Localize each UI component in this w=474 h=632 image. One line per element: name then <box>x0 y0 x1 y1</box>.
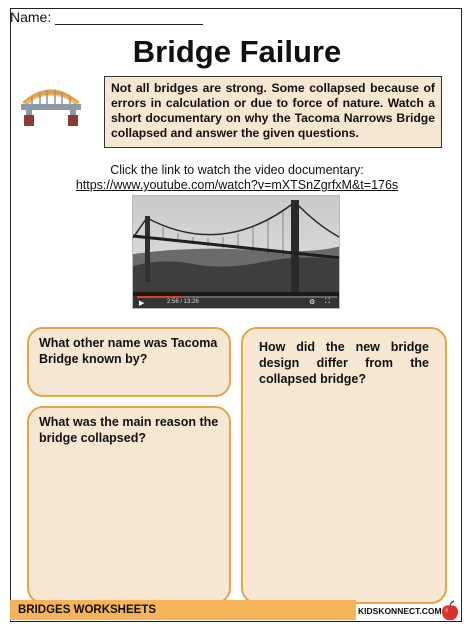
footer-bar <box>10 600 356 620</box>
name-blank-line[interactable] <box>55 10 203 25</box>
bridge-photo-image <box>133 196 340 309</box>
settings-icon[interactable]: ⚙ <box>309 299 316 306</box>
name-field-row <box>10 9 203 25</box>
question-text: What other name was Tacoma Bridge known by? <box>39 336 218 366</box>
bridge-icon <box>18 78 84 128</box>
apple-logo-icon <box>440 600 460 622</box>
fullscreen-icon[interactable]: ⛶ <box>325 298 330 305</box>
question-text: How did the new bridge design differ from the collapsed bridge? <box>259 340 429 386</box>
question-text: What was the main reason the bridge collapsed? <box>39 415 219 445</box>
name-label: Name: <box>10 9 52 25</box>
footer-label: BRIDGES WORKSHEETS <box>18 604 157 616</box>
play-icon[interactable]: ▶ <box>139 300 145 307</box>
video-link[interactable]: https://www.youtube.com/watch?v=mXTSnZgrfxM&t=176s <box>75 178 399 192</box>
video-time-label: 2:56 / 13:26 <box>167 299 199 305</box>
brand-name: KIDSKONNECT.COM <box>358 606 442 616</box>
video-link-prompt: Click the link to watch the video documentary: <box>110 163 364 177</box>
intro-text-box: Not all bridges are strong. Some collapsed because of errors in calculation or due to force of nature. Watch a short documentary on why the Tacoma Narrows Bridge collapsed and answer the given questions. <box>104 76 442 148</box>
question-box-new-design[interactable] <box>241 327 447 604</box>
question-box-collapse-reason[interactable] <box>27 406 231 604</box>
page-title: Bridge Failure <box>132 34 342 69</box>
video-thumbnail[interactable] <box>132 195 340 309</box>
question-box-other-name[interactable] <box>27 327 231 397</box>
